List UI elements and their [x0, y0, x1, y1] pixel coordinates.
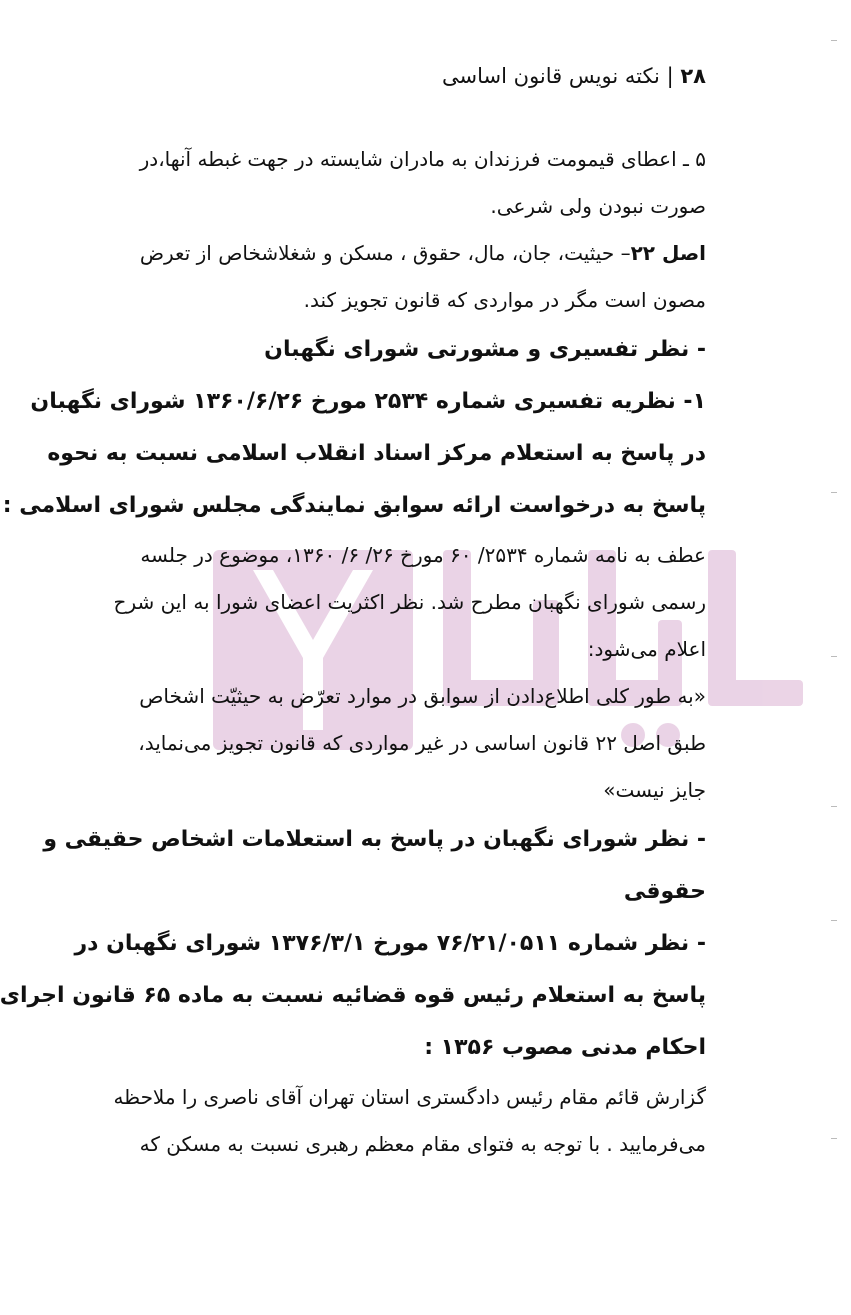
section-heading: - نظر تفسیری و مشورتی شورای نگهبان	[264, 337, 706, 362]
article-label: اصل ۲۲	[630, 241, 706, 265]
margin-mark	[831, 920, 837, 921]
margin-mark	[831, 492, 837, 493]
page-number: ۲۸	[680, 64, 706, 88]
paragraph-line: رسمی شورای نگهبان مطرح شد. نظر اکثریت اعضای شورا به این شرح	[113, 590, 706, 614]
paragraph-line: ۵ ـ اعطای قیمومت فرزندان به مادران شایسته در جهت غبطه آنها،در	[139, 147, 706, 171]
section-heading-line: - نظر شورای نگهبان در پاسخ به استعلامات اشخاص حقیقی و	[43, 827, 706, 852]
article-text: – حیثیت، جان، مال، حقوق ، مسکن و شغلاشخاص از تعرض	[139, 241, 631, 265]
paragraph-line: اعلام می‌شود:	[587, 637, 706, 661]
paragraph-line: می‌فرمایید . با توجه به فتوای مقام معظم رهبری نسبت به مسکن که	[139, 1132, 706, 1156]
section-heading-line: حقوقی	[623, 879, 706, 904]
section-heading-line: پاسخ به استعلام رئیس قوه قضائیه نسبت به ماده ۶۵ قانون اجرای	[0, 983, 706, 1008]
quote-line: جایز نیست»	[603, 778, 706, 802]
article-22-line	[141, 230, 706, 277]
margin-mark	[831, 806, 837, 807]
margin-mark	[831, 1138, 837, 1139]
margin-mark	[831, 40, 837, 41]
section-heading-line: ۱- نظریه تفسیری شماره ۲۵۳۴ مورخ ۱۳۶۰/۶/۲۶ شورای نگهبان	[30, 389, 706, 414]
page-body	[0, 136, 706, 1168]
quote-line: طبق اصل ۲۲ قانون اساسی در غیر مواردی که قانون تجویز می‌نماید،	[138, 731, 706, 755]
margin-mark	[831, 656, 837, 657]
header-separator: |	[666, 64, 674, 88]
paragraph-line: عطف به نامه شماره ۲۵۳۴/ ۶۰ مورخ ۲۶/ ۶/ ۱۳۶۰، موضوع در جلسه	[140, 543, 706, 567]
quote-line: «به طور کلی اطلاع‌دادن از سوابق در موارد تعرّض به حیثیّت اشخاص	[139, 684, 706, 708]
paragraph-line: گزارش قائم مقام رئیس دادگستری استان تهران آقای ناصری را ملاحظه	[113, 1085, 706, 1109]
section-heading-line: - نظر شماره ۷۶/۲۱/۰۵۱۱ مورخ ۱۳۷۶/۳/۱ شورای نگهبان در	[74, 931, 706, 956]
section-heading-line: در پاسخ به استعلام مرکز اسناد انقلاب اسلامی نسبت به نحوه	[47, 441, 706, 466]
section-heading-line: احکام مدنی مصوب ۱۳۵۶ :	[424, 1035, 706, 1060]
paragraph-line: صورت نبودن ولی شرعی.	[490, 194, 706, 218]
book-title: نکته نویس قانون اساسی	[442, 64, 660, 88]
section-heading-line: پاسخ به درخواست ارائه سوابق نمایندگی مجلس شورای اسلامی :	[2, 493, 706, 518]
paragraph-line: مصون است مگر در مواردی که قانون تجویز کند.	[303, 288, 706, 312]
page-header	[442, 66, 706, 87]
